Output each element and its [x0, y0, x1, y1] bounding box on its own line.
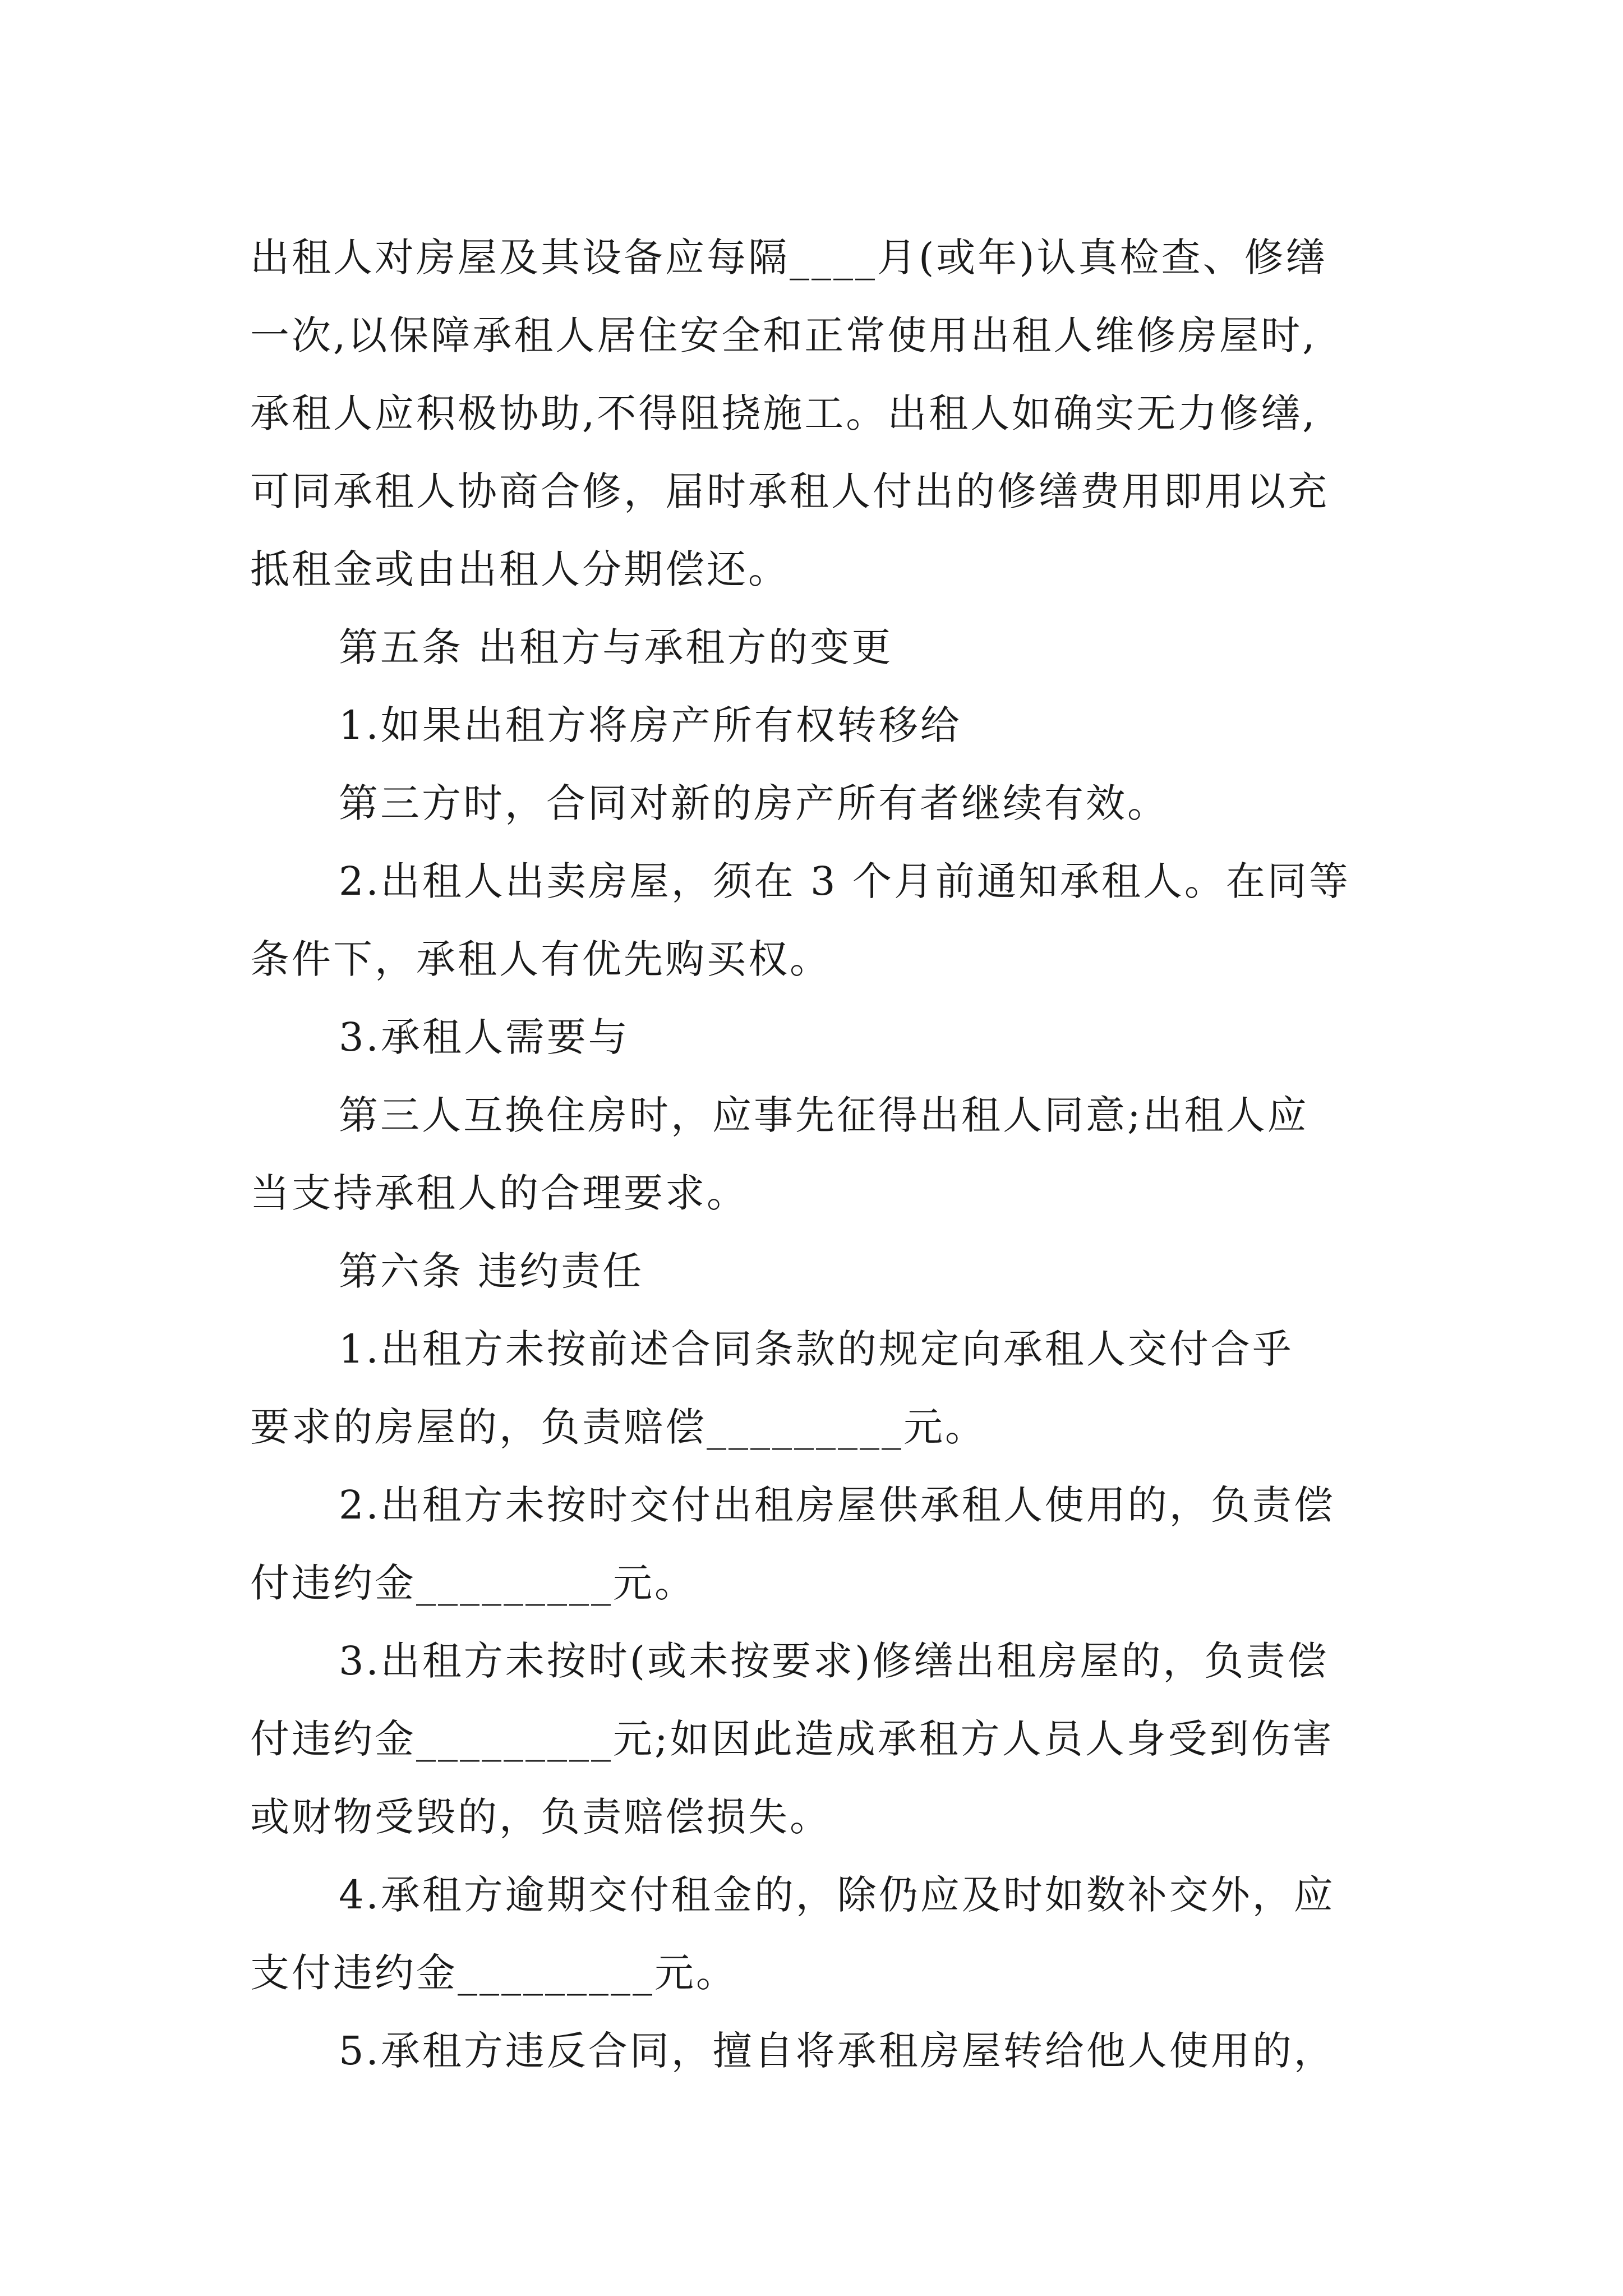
- paragraph-line: 2.出租方未按时交付出租房屋供承租人使用的，负责偿: [339, 1482, 1335, 1528]
- paragraph-line: 第三方时，合同对新的房产所有者继续有效。: [339, 780, 1169, 826]
- paragraph-line: 要求的房屋的，负责赔偿_________元。: [250, 1404, 986, 1450]
- paragraph-line: 条件下，承租人有优先购买权。: [250, 936, 831, 982]
- paragraph-line: 1.如果出租方将房产所有权转移给: [339, 702, 962, 748]
- paragraph-line: 2.出租人出卖房屋，须在 3 个月前通知承租人。在同等: [339, 858, 1350, 904]
- paragraph-line: 5.承租方违反合同，擅自将承租房屋转给他人使用的，: [339, 2028, 1335, 2074]
- section-heading-6: 第六条 违约责任: [339, 1248, 644, 1294]
- paragraph-line: 付违约金_________元。: [250, 1560, 696, 1606]
- document-body: [250, 219, 1450, 2090]
- paragraph-line: 第三人互换住房时，应事先征得出租人同意;出租人应: [339, 1092, 1309, 1138]
- paragraph-line: 3.承租人需要与: [339, 1014, 630, 1060]
- paragraph-line: 承租人应积极协助,不得阻挠施工。出租人如确实无力修缮,: [250, 390, 1317, 436]
- paragraph-line: 3.出租方未按时(或未按要求)修缮出租房屋的，负责偿: [339, 1638, 1329, 1684]
- paragraph-line: 1.出租方未按前述合同条款的规定向承租人交付合乎: [339, 1326, 1294, 1372]
- section-heading-5: 第五条 出租方与承租方的变更: [339, 624, 893, 670]
- paragraph-line: 或财物受毁的，负责赔偿损失。: [250, 1794, 831, 1840]
- paragraph-line: 一次,以保障承租人居住安全和正常使用出租人维修房屋时,: [250, 312, 1317, 358]
- paragraph-line: 出租人对房屋及其设备应每隔____月(或年)认真检查、修缮: [250, 234, 1327, 280]
- paragraph-line: 可同承租人协商合修，届时承租人付出的修缮费用即用以充: [250, 468, 1329, 514]
- paragraph-line: 付违约金_________元;如因此造成承租方人员人身受到伤害: [250, 1716, 1334, 1762]
- paragraph-line: 支付违约金_________元。: [250, 1950, 737, 1996]
- paragraph-line: 当支持承租人的合理要求。: [250, 1170, 748, 1216]
- paragraph-line: 抵租金或由出租人分期偿还。: [250, 546, 790, 592]
- paragraph-line: 4.承租方逾期交付租金的，除仍应及时如数补交外，应: [339, 1872, 1335, 1918]
